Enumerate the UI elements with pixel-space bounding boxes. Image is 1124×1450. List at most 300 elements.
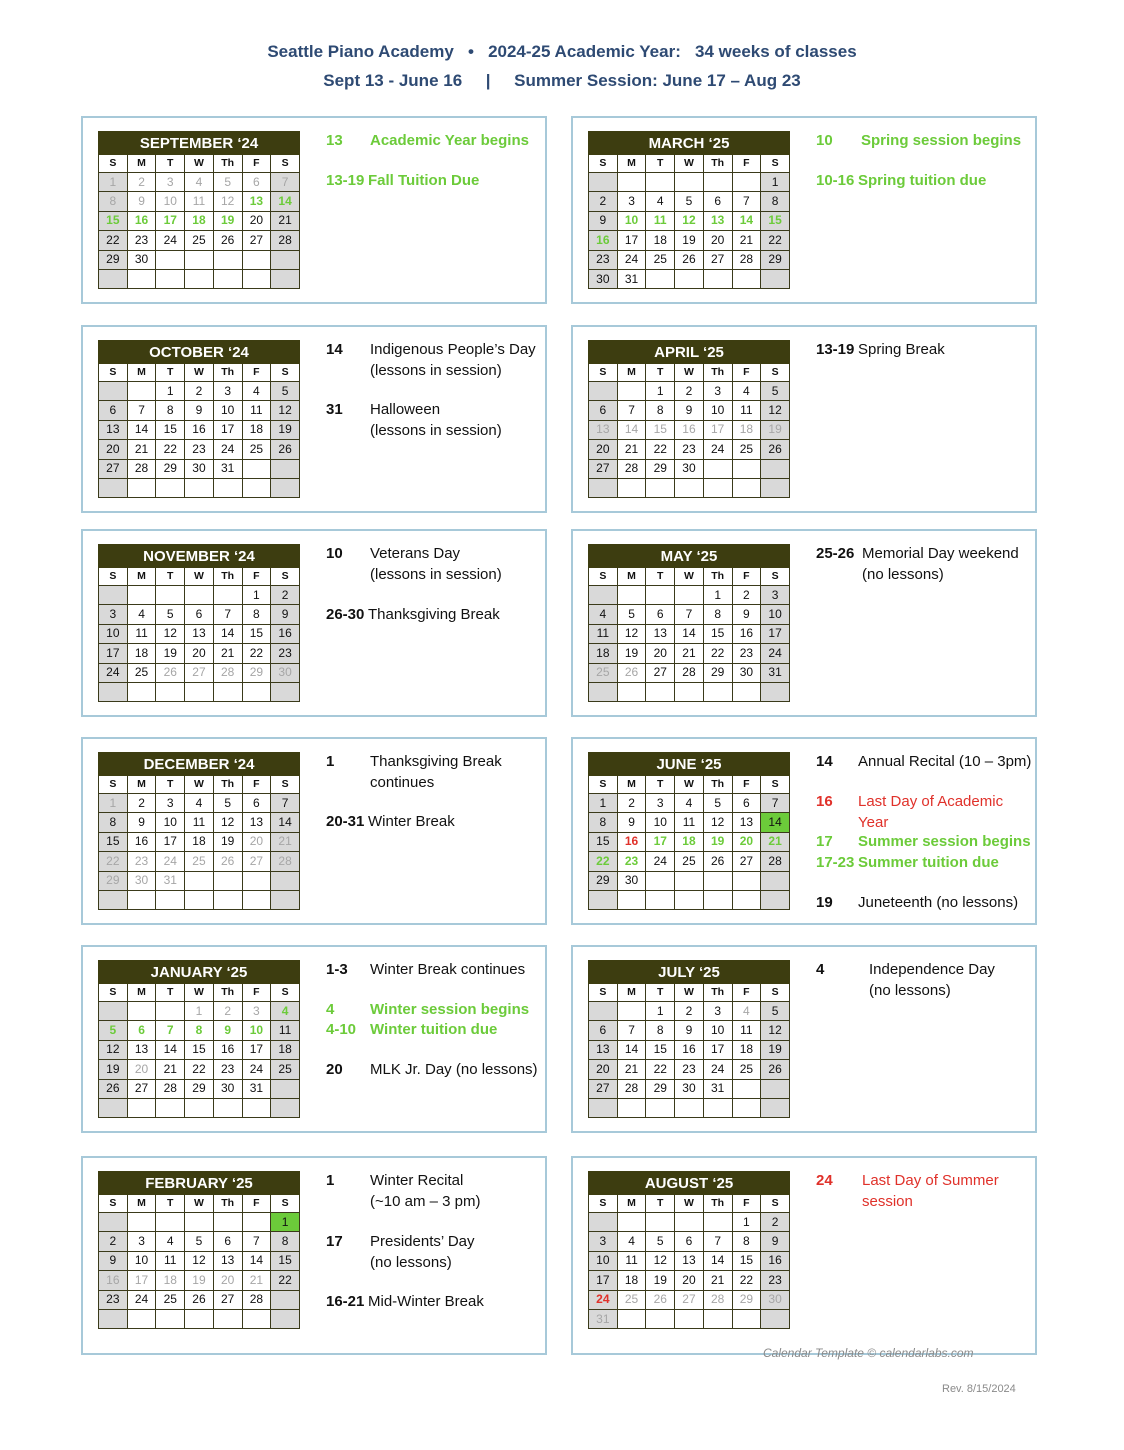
day-cell: 10 [99, 624, 128, 643]
day-cell: 27 [99, 459, 128, 478]
day-cell: 9 [271, 605, 300, 624]
event-text: Winter session begins [370, 1001, 530, 1018]
event-text: Winter Recital (~10 am – 3 pm) [370, 1172, 481, 1210]
day-cell: 29 [732, 1290, 761, 1309]
day-cell: 14 [761, 813, 790, 832]
day-cell: 2 [127, 173, 156, 192]
day-cell: 1 [185, 1002, 214, 1021]
event-date: 1 [326, 1172, 335, 1189]
day-cell [617, 682, 646, 701]
event-date: 4-10 [326, 1021, 357, 1038]
day-cell: 2 [185, 382, 214, 401]
month-title: APRIL ‘25 [589, 341, 790, 364]
day-cell [213, 269, 242, 288]
day-cell: 15 [242, 624, 271, 643]
day-cell [646, 173, 675, 192]
day-cell: 7 [271, 794, 300, 813]
month-title: JANUARY ‘25 [99, 961, 300, 984]
day-cell [242, 682, 271, 701]
day-cell: 20 [675, 1271, 704, 1290]
day-cell [156, 1002, 185, 1021]
day-cell: 9 [617, 813, 646, 832]
day-cell [675, 173, 704, 192]
day-cell: 16 [99, 1271, 128, 1290]
day-cell: 9 [185, 401, 214, 420]
day-cell [213, 890, 242, 909]
day-cell: 17 [213, 420, 242, 439]
day-cell [156, 1309, 185, 1328]
weekday-header: S [99, 155, 128, 173]
day-cell: 29 [156, 459, 185, 478]
day-cell [732, 459, 761, 478]
day-cell [213, 682, 242, 701]
day-cell: 23 [213, 1060, 242, 1079]
day-cell: 15 [185, 1040, 214, 1059]
weekday-header: Th [213, 1195, 242, 1213]
day-cell: 15 [646, 420, 675, 439]
weekday-header: W [675, 364, 704, 382]
day-cell: 9 [213, 1021, 242, 1040]
day-cell [761, 1079, 790, 1098]
event-date: 10 [816, 132, 833, 149]
day-cell: 29 [99, 250, 128, 269]
day-cell [127, 1213, 156, 1232]
event-text: Winter Break [368, 813, 455, 830]
day-cell: 1 [271, 1213, 300, 1232]
month-panel [571, 116, 1037, 304]
day-cell [99, 890, 128, 909]
day-cell: 26 [213, 852, 242, 871]
day-cell: 2 [732, 586, 761, 605]
day-cell: 12 [156, 624, 185, 643]
day-cell: 21 [213, 644, 242, 663]
day-cell: 6 [732, 794, 761, 813]
day-cell: 2 [271, 586, 300, 605]
day-cell: 6 [213, 1232, 242, 1251]
weekday-header: S [761, 568, 790, 586]
weekday-header: T [156, 364, 185, 382]
day-cell [99, 1213, 128, 1232]
day-cell: 12 [271, 401, 300, 420]
day-cell [732, 1079, 761, 1098]
day-cell [99, 1002, 128, 1021]
day-cell: 26 [156, 663, 185, 682]
weekday-header: F [732, 568, 761, 586]
day-cell [761, 890, 790, 909]
day-cell: 2 [213, 1002, 242, 1021]
day-cell [703, 1309, 732, 1328]
day-cell: 12 [761, 1021, 790, 1040]
day-cell: 3 [646, 794, 675, 813]
day-cell: 20 [646, 644, 675, 663]
day-cell: 26 [675, 250, 704, 269]
month-panel [571, 1156, 1037, 1355]
event-item [326, 1291, 541, 1335]
event-item [816, 130, 1031, 174]
day-cell [185, 586, 214, 605]
day-cell: 24 [703, 1060, 732, 1079]
day-cell: 3 [99, 605, 128, 624]
day-cell: 18 [271, 1040, 300, 1059]
day-cell: 6 [589, 1021, 618, 1040]
day-cell: 25 [156, 1290, 185, 1309]
day-cell: 9 [99, 1251, 128, 1270]
event-text: Summer tuition due [858, 854, 999, 871]
weekday-header: S [271, 364, 300, 382]
month-panel [81, 116, 547, 304]
template-credit: Calendar Template © calendarlabs.com [763, 1346, 974, 1360]
day-cell: 31 [589, 1309, 618, 1328]
day-cell: 3 [242, 1002, 271, 1021]
day-cell: 25 [675, 852, 704, 871]
day-cell: 19 [761, 420, 790, 439]
day-cell [646, 269, 675, 288]
month-calendar [98, 131, 300, 289]
day-cell: 30 [675, 1079, 704, 1098]
day-cell [646, 1213, 675, 1232]
day-cell [99, 478, 128, 497]
day-cell: 25 [185, 852, 214, 871]
revision-date: Rev. 8/15/2024 [942, 1383, 1016, 1395]
day-cell: 2 [589, 192, 618, 211]
day-cell: 9 [761, 1232, 790, 1251]
day-cell: 5 [761, 382, 790, 401]
day-cell [156, 478, 185, 497]
day-cell: 30 [675, 459, 704, 478]
day-cell: 11 [127, 624, 156, 643]
weekday-header: Th [213, 364, 242, 382]
weekday-header: F [732, 364, 761, 382]
day-cell: 17 [761, 624, 790, 643]
day-cell [617, 173, 646, 192]
day-cell: 19 [99, 1060, 128, 1079]
day-cell: 24 [213, 440, 242, 459]
day-cell [271, 478, 300, 497]
day-cell: 12 [646, 1251, 675, 1270]
day-cell: 2 [675, 382, 704, 401]
day-cell: 31 [242, 1079, 271, 1098]
weekday-header: S [761, 984, 790, 1002]
day-cell: 24 [761, 644, 790, 663]
month-panel [571, 325, 1037, 513]
month-calendar [588, 752, 790, 910]
day-cell [617, 382, 646, 401]
day-cell: 14 [732, 211, 761, 230]
day-cell [185, 1213, 214, 1232]
day-cell: 29 [646, 1079, 675, 1098]
day-cell: 21 [127, 440, 156, 459]
day-cell [646, 871, 675, 890]
day-cell: 28 [271, 852, 300, 871]
day-cell: 17 [127, 1271, 156, 1290]
month-calendar [98, 1171, 300, 1329]
day-cell: 13 [732, 813, 761, 832]
day-cell: 17 [99, 644, 128, 663]
day-cell [156, 682, 185, 701]
weekday-header: F [242, 776, 271, 794]
day-cell [213, 871, 242, 890]
day-cell: 19 [761, 1040, 790, 1059]
day-cell: 15 [271, 1251, 300, 1270]
event-date: 4 [816, 961, 825, 978]
month-panel [571, 945, 1037, 1133]
day-cell: 12 [675, 211, 704, 230]
day-cell: 9 [675, 401, 704, 420]
day-cell: 24 [156, 852, 185, 871]
day-cell [703, 478, 732, 497]
weekday-header: S [589, 155, 618, 173]
day-cell [99, 269, 128, 288]
day-cell: 2 [761, 1213, 790, 1232]
day-cell: 15 [156, 420, 185, 439]
day-cell: 24 [646, 852, 675, 871]
day-cell: 22 [99, 231, 128, 250]
event-item [326, 1170, 541, 1214]
day-cell: 7 [617, 1021, 646, 1040]
day-cell: 30 [127, 250, 156, 269]
day-cell: 20 [589, 1060, 618, 1079]
day-cell [675, 682, 704, 701]
day-cell [156, 1098, 185, 1117]
day-cell: 5 [761, 1002, 790, 1021]
day-cell: 13 [703, 211, 732, 230]
month-calendar [98, 544, 300, 702]
day-cell [761, 269, 790, 288]
weekday-header: S [589, 568, 618, 586]
day-cell: 8 [703, 605, 732, 624]
day-cell: 26 [703, 852, 732, 871]
day-cell: 8 [589, 813, 618, 832]
day-cell: 27 [732, 852, 761, 871]
day-cell: 5 [213, 173, 242, 192]
weekday-header: F [242, 1195, 271, 1213]
event-item [326, 1019, 541, 1063]
day-cell: 10 [703, 1021, 732, 1040]
weekday-header: S [271, 776, 300, 794]
month-title: FEBRUARY ‘25 [99, 1172, 300, 1195]
day-cell: 18 [732, 420, 761, 439]
day-cell [761, 478, 790, 497]
month-panel [81, 529, 547, 717]
day-cell [242, 459, 271, 478]
day-cell: 11 [589, 624, 618, 643]
month-calendar [98, 752, 300, 910]
day-cell: 26 [271, 440, 300, 459]
day-cell: 16 [589, 231, 618, 250]
day-cell: 20 [213, 1271, 242, 1290]
day-cell [185, 269, 214, 288]
day-cell: 19 [617, 644, 646, 663]
day-cell: 29 [185, 1079, 214, 1098]
day-cell: 19 [271, 420, 300, 439]
weekday-header: Th [703, 1195, 732, 1213]
weekday-header: M [127, 984, 156, 1002]
weekday-header: W [675, 1195, 704, 1213]
day-cell: 31 [156, 871, 185, 890]
weekday-header: W [675, 568, 704, 586]
day-cell: 18 [646, 231, 675, 250]
event-text: Spring session begins [861, 132, 1022, 149]
day-cell: 19 [703, 832, 732, 851]
day-cell: 23 [127, 852, 156, 871]
event-date: 19 [816, 894, 833, 911]
day-cell: 18 [242, 420, 271, 439]
day-cell: 13 [646, 624, 675, 643]
event-text: Halloween (lessons in session) [370, 401, 502, 439]
day-cell: 10 [646, 813, 675, 832]
event-text: MLK Jr. Day (no lessons) [370, 1061, 538, 1078]
day-cell: 4 [617, 1232, 646, 1251]
day-cell: 17 [703, 420, 732, 439]
month-panel [81, 737, 547, 925]
day-cell: 21 [732, 231, 761, 250]
day-cell: 14 [271, 192, 300, 211]
weekday-header: M [127, 1195, 156, 1213]
day-cell: 13 [589, 420, 618, 439]
day-cell: 1 [156, 382, 185, 401]
day-cell: 27 [242, 231, 271, 250]
day-cell: 22 [703, 644, 732, 663]
event-date: 16 [816, 793, 833, 810]
day-cell: 25 [617, 1290, 646, 1309]
event-date: 1 [326, 753, 335, 770]
event-item [326, 339, 541, 383]
weekday-header: Th [213, 155, 242, 173]
weekday-header: F [242, 155, 271, 173]
day-cell: 16 [761, 1251, 790, 1270]
event-text: Academic Year begins [370, 132, 529, 149]
weekday-header: T [156, 776, 185, 794]
weekday-header: S [271, 1195, 300, 1213]
day-cell: 8 [271, 1232, 300, 1251]
day-cell: 14 [242, 1251, 271, 1270]
event-date: 26-30 [326, 606, 365, 623]
day-cell: 1 [589, 794, 618, 813]
day-cell [675, 269, 704, 288]
event-date: 20 [326, 1061, 343, 1078]
weekday-header: T [156, 984, 185, 1002]
event-date: 17 [326, 1233, 343, 1250]
day-cell: 30 [271, 663, 300, 682]
day-cell: 28 [675, 663, 704, 682]
day-cell [675, 1309, 704, 1328]
weekday-header: F [242, 364, 271, 382]
event-date: 4 [326, 1001, 335, 1018]
event-date: 1-3 [326, 961, 348, 978]
day-cell: 30 [617, 871, 646, 890]
day-cell [242, 871, 271, 890]
day-cell [675, 1213, 704, 1232]
day-cell: 20 [99, 440, 128, 459]
weekday-header: M [617, 568, 646, 586]
day-cell [99, 682, 128, 701]
day-cell [589, 173, 618, 192]
day-cell [646, 478, 675, 497]
day-cell: 21 [271, 211, 300, 230]
day-cell [761, 1309, 790, 1328]
day-cell [646, 890, 675, 909]
day-cell [99, 1309, 128, 1328]
day-cell: 30 [127, 871, 156, 890]
month-title: SEPTEMBER ‘24 [99, 132, 300, 155]
day-cell [732, 1309, 761, 1328]
event-text: Juneteenth (no lessons) [858, 894, 1019, 911]
weekday-header: F [732, 984, 761, 1002]
weekday-header: S [99, 776, 128, 794]
weekday-header: T [156, 155, 185, 173]
weekday-header: T [156, 1195, 185, 1213]
day-cell: 14 [127, 420, 156, 439]
weekday-header: T [156, 568, 185, 586]
day-cell: 13 [185, 624, 214, 643]
day-cell: 3 [761, 586, 790, 605]
day-cell [185, 871, 214, 890]
day-cell [761, 1098, 790, 1117]
day-cell [761, 682, 790, 701]
day-cell: 6 [703, 192, 732, 211]
event-date: 10-16 [816, 172, 855, 189]
day-cell: 17 [156, 211, 185, 230]
day-cell: 16 [213, 1040, 242, 1059]
day-cell: 8 [185, 1021, 214, 1040]
month-calendar [588, 1171, 790, 1329]
event-date: 20-31 [326, 813, 365, 830]
day-cell: 8 [156, 401, 185, 420]
day-cell: 16 [271, 624, 300, 643]
weekday-header: S [761, 155, 790, 173]
event-item [816, 791, 1031, 835]
day-cell: 9 [675, 1021, 704, 1040]
day-cell [127, 890, 156, 909]
header-title-line: Seattle Piano Academy • 2024-25 Academic Year: 34 weeks of classes [267, 42, 857, 61]
day-cell: 1 [646, 382, 675, 401]
day-cell [242, 269, 271, 288]
event-text: Independence Day (no lessons) [869, 961, 995, 999]
month-panel [81, 1156, 547, 1355]
day-cell: 25 [732, 440, 761, 459]
day-cell [213, 1309, 242, 1328]
day-cell [675, 478, 704, 497]
day-cell: 21 [703, 1271, 732, 1290]
day-cell: 22 [185, 1060, 214, 1079]
day-cell: 11 [675, 813, 704, 832]
event-text: Winter tuition due [370, 1021, 498, 1038]
day-cell: 18 [675, 832, 704, 851]
day-cell: 27 [703, 250, 732, 269]
day-cell: 3 [703, 1002, 732, 1021]
day-cell: 16 [127, 211, 156, 230]
day-cell: 6 [242, 794, 271, 813]
day-cell: 26 [617, 663, 646, 682]
day-cell: 1 [761, 173, 790, 192]
day-cell [127, 269, 156, 288]
day-cell: 27 [242, 852, 271, 871]
day-cell: 23 [185, 440, 214, 459]
weekday-header: Th [213, 568, 242, 586]
day-cell: 5 [617, 605, 646, 624]
event-item [816, 852, 1031, 896]
weekday-header: Th [703, 568, 732, 586]
day-cell: 24 [617, 250, 646, 269]
event-text: Last Day of Summer session [862, 1172, 999, 1210]
day-cell: 18 [589, 644, 618, 663]
day-cell [156, 586, 185, 605]
day-cell: 5 [185, 1232, 214, 1251]
weekday-header: M [617, 984, 646, 1002]
day-cell: 30 [761, 1290, 790, 1309]
day-cell: 25 [242, 440, 271, 459]
weekday-header: W [675, 155, 704, 173]
